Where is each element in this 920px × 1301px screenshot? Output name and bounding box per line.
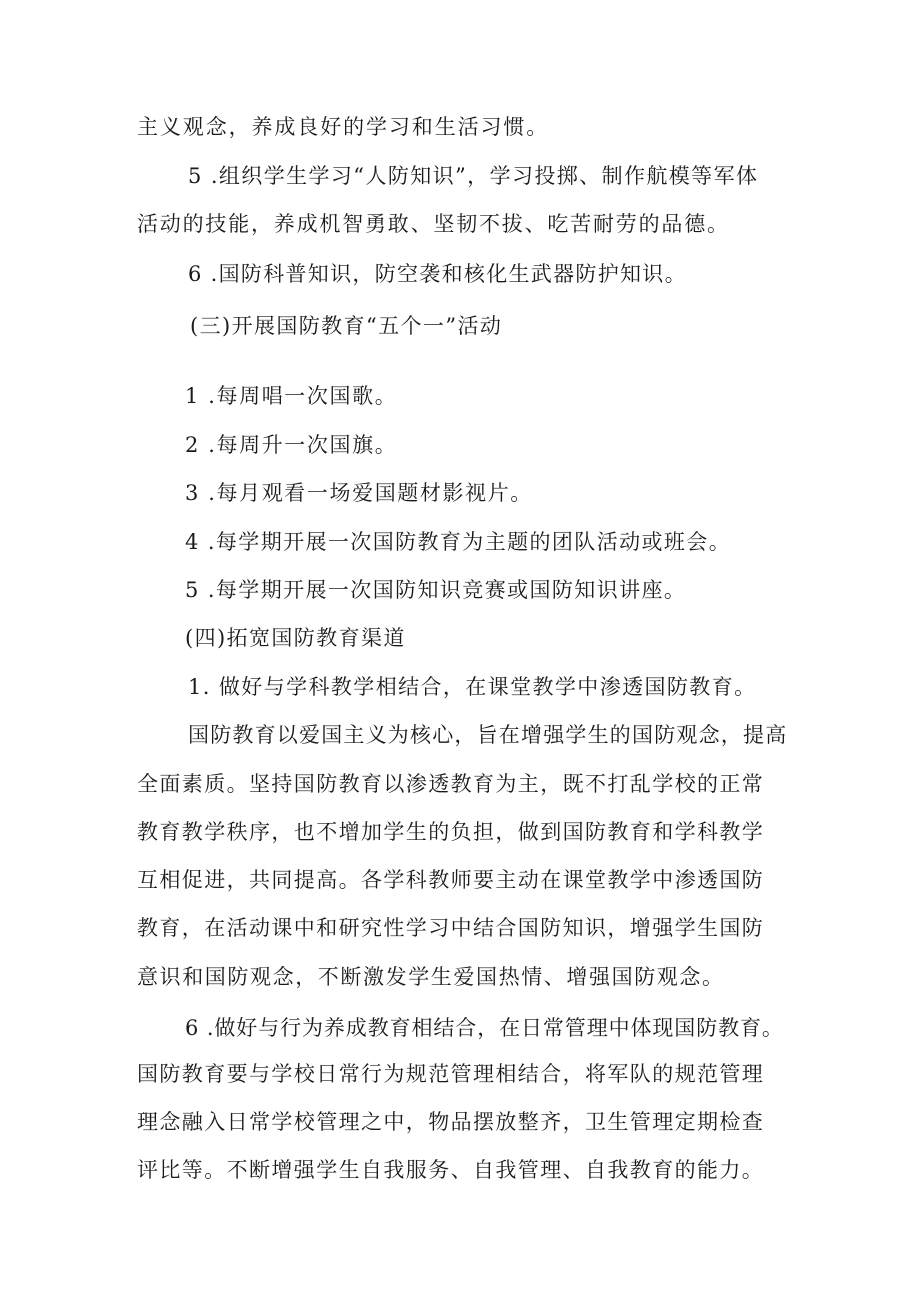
list-item-line: 2 .每周升一次国旗。 <box>185 433 398 457</box>
list-item-line: 1 .每周唱一次国歌。 <box>185 384 398 408</box>
list-item-line: 6 .做好与行为养成教育相结合，在日常管理中体现国防教育。 <box>185 1016 784 1040</box>
list-item-line: 1. 做好与学科教学相结合，在课堂教学中渗透国防教育。 <box>188 675 757 699</box>
list-item-line: 5 .每学期开展一次国防知识竞赛或国防知识讲座。 <box>185 578 687 602</box>
paragraph-line: 意识和国防观念，不断激发学生爱国热情、增强国防观念。 <box>137 965 725 989</box>
list-item-line: 5 .组织学生学习“人防知识”，学习投掷、制作航模等军体 <box>188 164 759 188</box>
paragraph-line: 活动的技能，养成机智勇敢、坚韧不拔、吃苦耐劳的品德。 <box>137 212 730 236</box>
paragraph-line: 教育教学秩序，也不增加学生的负担，做到国防教育和学科教学 <box>137 820 765 844</box>
section-heading: (四)拓宽国防教育渠道 <box>185 626 406 650</box>
paragraph-line: 全面素质。坚持国防教育以渗透教育为主，既不打乱学校的正常 <box>137 772 765 796</box>
paragraph-line: 互相促进，共同提高。各学科教师要主动在课堂教学中渗透国防 <box>137 868 765 892</box>
list-item-line: 3 .每月观看一场爱国题材影视片。 <box>185 481 533 505</box>
list-item-line: 4 .每学期开展一次国防教育为主题的团队活动或班会。 <box>185 530 732 554</box>
paragraph-line: 国防教育要与学校日常行为规范管理相结合，将军队的规范管理 <box>137 1062 765 1086</box>
section-heading: (三)开展国防教育“五个一”活动 <box>190 314 503 338</box>
paragraph-line: 主义观念，养成良好的学习和生活习惯。 <box>137 115 550 139</box>
paragraph-line: 理念融入日常学校管理之中，物品摆放整齐，卫生管理定期检查 <box>137 1110 765 1134</box>
paragraph-line: 国防教育以爱国主义为核心，旨在增强学生的国防观念，提高 <box>188 723 788 747</box>
paragraph-line: 评比等。不断增强学生自我服务、自我管理、自我教育的能力。 <box>137 1158 765 1182</box>
list-item-line: 6 .国防科普知识，防空袭和核化生武器防护知识。 <box>188 262 687 286</box>
paragraph-line: 教育，在活动课中和研究性学习中结合国防知识，增强学生国防 <box>137 916 765 940</box>
